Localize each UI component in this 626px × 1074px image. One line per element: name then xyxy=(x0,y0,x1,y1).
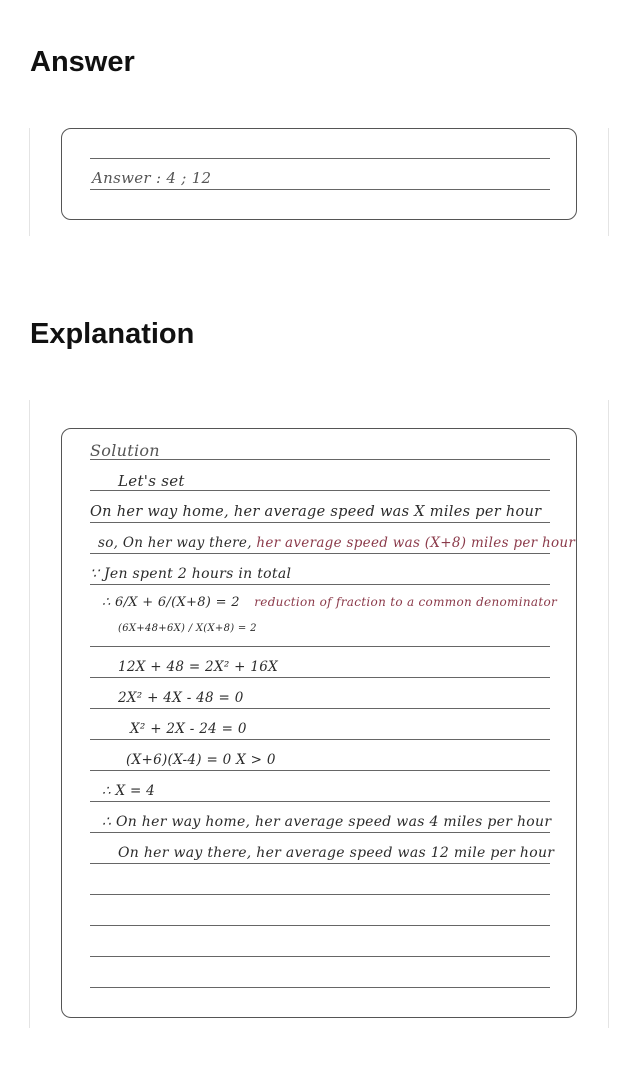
solution-line: 12X + 48 = 2X² + 16X xyxy=(118,659,279,675)
ruled-line xyxy=(90,158,550,159)
answer-frame xyxy=(29,128,609,236)
ruled-line xyxy=(90,770,550,771)
solution-line: On her way home, her average speed was X miles per hour xyxy=(90,504,542,520)
answer-handwriting: Answer : 4 ; 12 xyxy=(92,169,212,187)
solution-line: X² + 2X - 24 = 0 xyxy=(130,721,247,737)
ruled-line xyxy=(90,646,550,647)
solution-text-red: reduction of fraction to a common denominator xyxy=(254,595,558,609)
answer-paper xyxy=(61,128,577,220)
solution-line xyxy=(102,595,557,610)
solution-line: Solution xyxy=(90,441,160,460)
answer-heading: Answer xyxy=(30,46,135,78)
solution-line xyxy=(98,535,575,551)
solution-line: ∵ Jen spent 2 hours in total xyxy=(90,566,292,582)
solution-line: On her way there, her average speed was 12 mile per hour xyxy=(118,845,555,861)
ruled-line xyxy=(90,801,550,802)
solution-line: (X+6)(X-4) = 0 X > 0 xyxy=(126,752,276,768)
ruled-line xyxy=(90,553,550,554)
ruled-line xyxy=(90,490,550,491)
ruled-line xyxy=(90,584,550,585)
solution-text: so, On her way there, xyxy=(98,535,252,551)
ruled-line xyxy=(90,832,550,833)
ruled-line xyxy=(90,522,550,523)
ruled-line xyxy=(90,708,550,709)
solution-line: ∴ On her way home, her average speed was 4 miles per hour xyxy=(102,814,552,830)
ruled-line xyxy=(90,925,550,926)
solution-text: ∴ 6/X + 6/(X+8) = 2 xyxy=(102,595,240,610)
ruled-line xyxy=(90,956,550,957)
explanation-heading: Explanation xyxy=(30,318,195,350)
ruled-line xyxy=(90,863,550,864)
ruled-line xyxy=(90,894,550,895)
ruled-line xyxy=(90,987,550,988)
solution-line: 2X² + 4X - 48 = 0 xyxy=(118,690,244,706)
ruled-line xyxy=(90,739,550,740)
explanation-paper xyxy=(61,428,577,1018)
explanation-frame xyxy=(29,400,609,1028)
ruled-line xyxy=(90,189,550,190)
solution-text-red: her average speed was (X+8) miles per hour xyxy=(256,535,576,551)
solution-line: (6X+48+6X) / X(X+8) = 2 xyxy=(118,623,257,634)
ruled-line xyxy=(90,677,550,678)
solution-line: Let's set xyxy=(118,472,185,490)
solution-line: ∴ X = 4 xyxy=(102,783,156,799)
